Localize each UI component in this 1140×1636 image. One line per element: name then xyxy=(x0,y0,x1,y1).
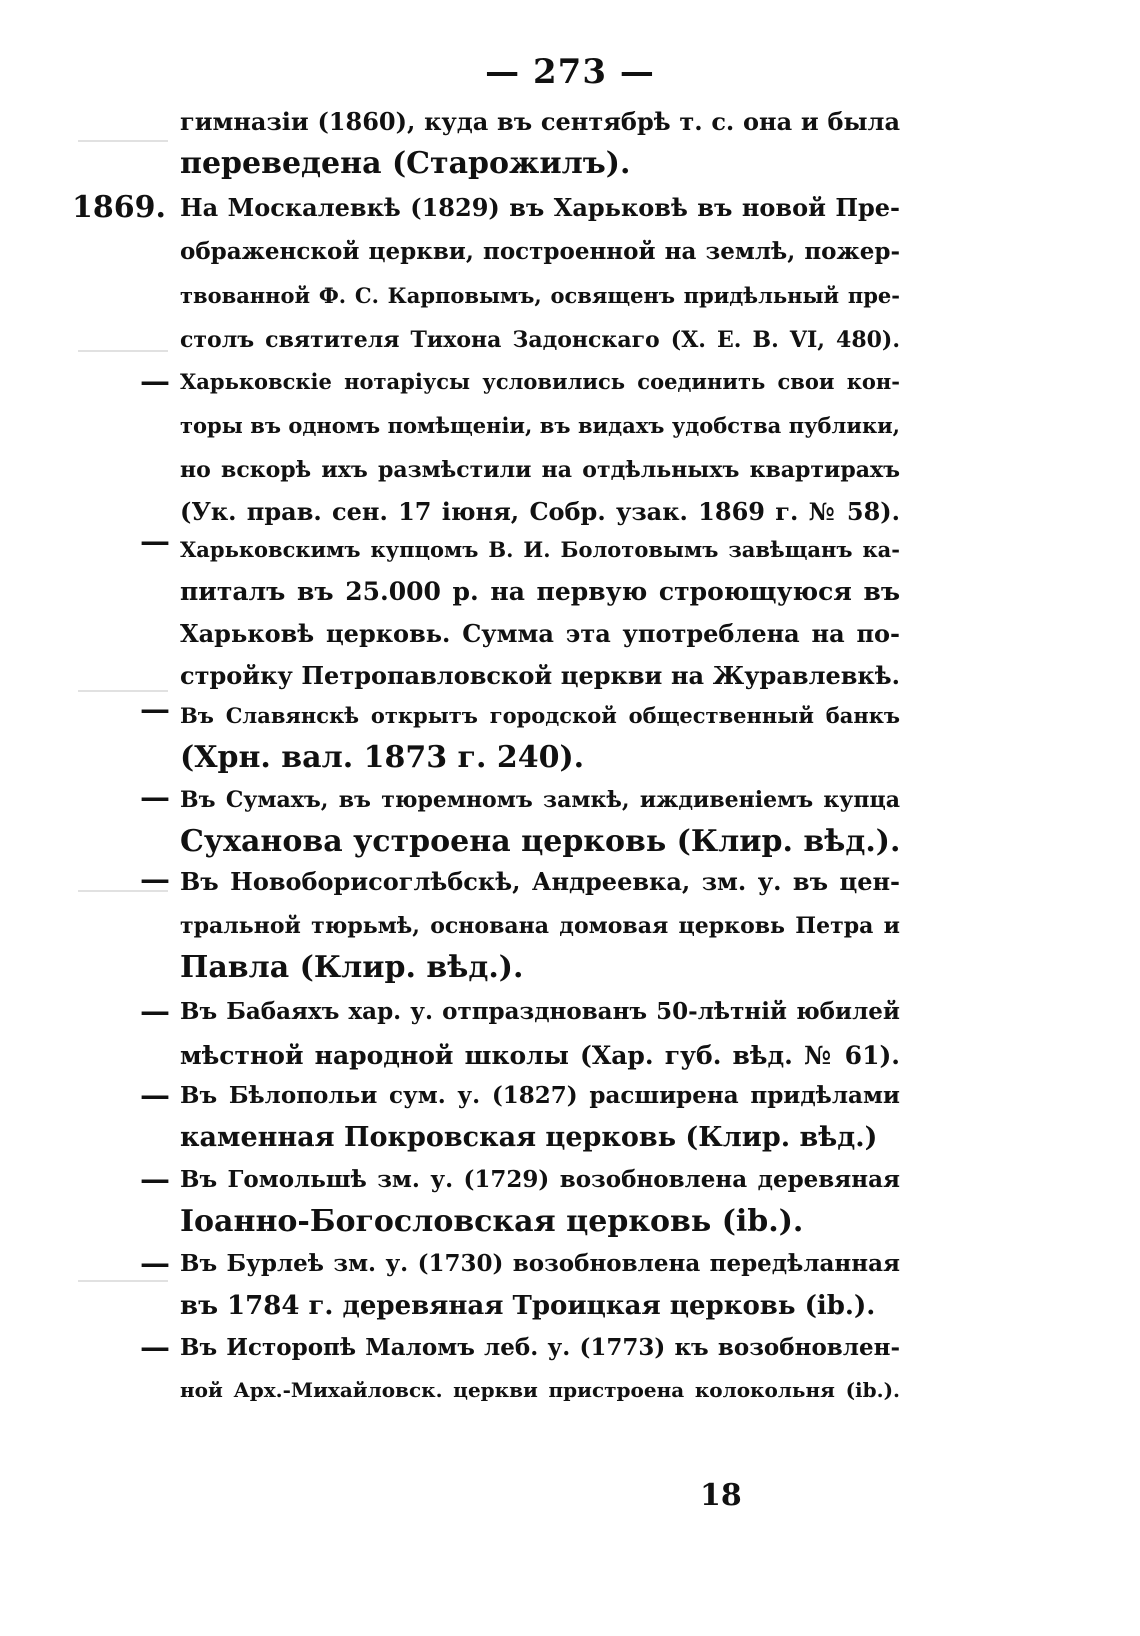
text-line: Суханова устроена церковь (Клир. вѣд.). xyxy=(180,824,900,859)
text-line: но вскорѣ ихъ размѣстили на отдѣльныхъ квартирахъ xyxy=(180,457,900,483)
text-line: тральной тюрьмѣ, основана домовая церковь Петра и xyxy=(180,913,900,939)
text-line: Въ Славянскѣ открытъ городской общественный банкъ xyxy=(180,703,900,728)
entry-year: 1869. xyxy=(72,190,166,225)
text-line: Въ Гомольшѣ зм. у. (1729) возобновлена деревяная xyxy=(180,1166,900,1193)
text-line: Въ Бѣлопольи сум. у. (1827) расширена придѣлами xyxy=(180,1082,900,1109)
entry-dash: — xyxy=(140,1330,170,1365)
text-line: Іоанно-Богословская церковь (ib.). xyxy=(180,1204,804,1239)
text-line: гимназіи (1860), куда въ сентябрѣ т. с. она и была xyxy=(180,107,900,136)
text-line: Харьковѣ церковь. Сумма эта употреблена на по- xyxy=(180,619,900,648)
entry-dash: — xyxy=(140,524,170,559)
text-line: Въ Бабаяхъ хар. у. отпразднованъ 50-лѣтній юбилей xyxy=(180,998,900,1025)
text-line: На Москалевкѣ (1829) въ Харьковѣ въ новой Пре- xyxy=(180,193,900,222)
text-line: ной Арх.-Михайловск. церкви пристроена колокольня (ib.). xyxy=(180,1378,900,1402)
text-line: Павла (Клир. вѣд.). xyxy=(180,950,524,985)
text-line: Въ Новоборисоглѣбскѣ, Андреевка, зм. у. въ цен- xyxy=(180,867,900,896)
entry-dash: — xyxy=(140,1246,170,1281)
bleed-through-mark xyxy=(78,140,168,142)
entry-dash: — xyxy=(140,364,170,399)
text-line: Въ Бурлеѣ зм. у. (1730) возобновлена передѣланная xyxy=(180,1250,900,1277)
page-number: — 273 — xyxy=(485,52,655,92)
text-line: мѣстной народной школы (Хар. губ. вѣд. № 61). xyxy=(180,1041,900,1070)
text-line: Харьковскіе нотаріусы условились соединить свои кон- xyxy=(180,369,900,394)
text-line: Въ Сумахъ, въ тюремномъ замкѣ, иждивеніемъ купца xyxy=(180,787,900,813)
text-line: (Ук. прав. сен. 17 іюня, Собр. узак. 1869 г. № 58). xyxy=(180,497,900,526)
entry-dash: — xyxy=(140,1078,170,1113)
entry-dash: — xyxy=(140,862,170,897)
text-line: столъ святителя Тихона Задонскаго (Х. Е. В. VI, 480). xyxy=(180,327,900,353)
entry-dash: — xyxy=(140,1162,170,1197)
entry-dash: — xyxy=(140,994,170,1029)
bleed-through-mark xyxy=(78,350,168,352)
entry-dash: — xyxy=(140,692,170,727)
text-line: торы въ одномъ помѣщеніи, въ видахъ удобства публики, xyxy=(180,413,900,438)
text-line: Въ Исторопѣ Маломъ леб. у. (1773) къ возобновлен- xyxy=(180,1334,900,1361)
text-line: стройку Петропавловской церкви на Журавлевкѣ. xyxy=(180,661,900,690)
text-line: въ 1784 г. деревяная Троицкая церковь (ib.). xyxy=(180,1291,876,1321)
signature-mark: 18 xyxy=(700,1478,742,1513)
text-line: переведена (Старожилъ). xyxy=(180,146,631,181)
text-line: каменная Покровская церковь (Клир. вѣд.) xyxy=(180,1122,878,1153)
text-line: ображенской церкви, построенной на землѣ, пожер- xyxy=(180,238,900,265)
text-line: питалъ въ 25.000 р. на первую строющуюся въ xyxy=(180,577,900,606)
text-line: (Хрн. вал. 1873 г. 240). xyxy=(180,740,585,775)
text-line: твованной Ф. С. Карповымъ, освященъ придѣльный пре- xyxy=(180,283,900,308)
entry-dash: — xyxy=(140,780,170,815)
text-line: Харьковскимъ купцомъ В. И. Болотовымъ завѣщанъ ка- xyxy=(180,537,900,562)
